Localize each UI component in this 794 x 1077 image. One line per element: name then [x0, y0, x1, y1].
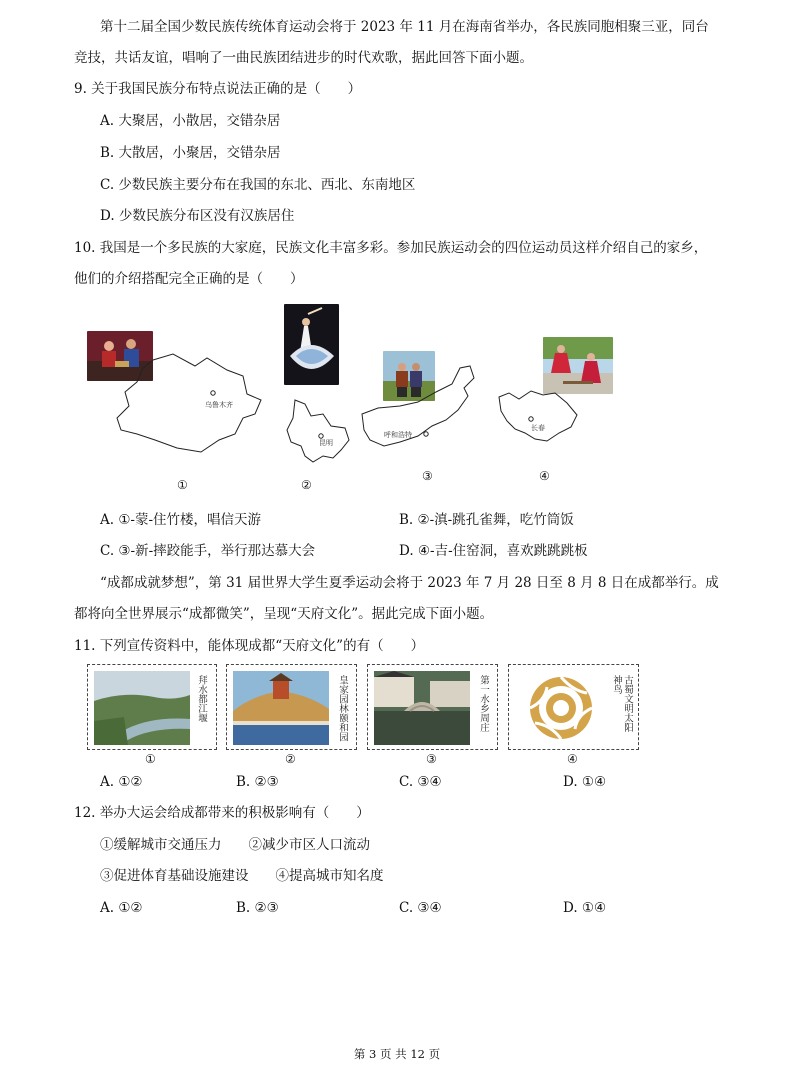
- q9-option-d[interactable]: D. 少数民族分布区没有汉族居住: [100, 208, 295, 224]
- q12-option-b[interactable]: B. ②③: [236, 900, 279, 916]
- dujiangyan-photo: [94, 671, 190, 745]
- map-jilin: [499, 391, 577, 441]
- q12-statement-line: ③促进体育基础设施建设 ④提高城市知名度: [100, 868, 384, 884]
- card-caption: 皇家园林颐和园: [337, 675, 348, 742]
- map-number-label: ②: [301, 478, 312, 492]
- q10-option-d[interactable]: D. ④-吉-住窑洞，喜欢跳跳跳板: [399, 543, 588, 559]
- question-9-stem: 9. 关于我国民族分布特点说法正确的是（ ）: [74, 81, 362, 97]
- card-number-label: ①: [145, 752, 156, 766]
- q9-option-b[interactable]: B. 大散居，小聚居，交错杂居: [100, 145, 281, 161]
- promo-card-golden-sun-bird: [508, 664, 639, 750]
- intro-paragraph-line: “成都成就梦想”，第 31 届世界大学生夏季运动会将于 2023 年 7 月 28 日至 8 月 8 日在成都举行。成: [100, 575, 719, 591]
- q11-option-b[interactable]: B. ②③: [236, 774, 279, 790]
- promo-card-summer-palace: [226, 664, 357, 750]
- intro-paragraph-line: 第十二届全国少数民族传统体育运动会将于 2023 年 11 月在海南省举办，各民族同胞相聚三亚，同台: [100, 19, 709, 35]
- card-number-label: ③: [426, 752, 437, 766]
- map-city-label: 昆明: [319, 439, 333, 447]
- q10-option-c[interactable]: C. ③-新-摔跤能手，举行那达慕大会: [100, 543, 316, 559]
- map-city-label: 乌鲁木齐: [205, 401, 233, 409]
- promo-card-zhouzhuang: [367, 664, 498, 750]
- q11-option-c[interactable]: C. ③④: [399, 774, 442, 790]
- q9-option-a[interactable]: A. 大聚居，小散居，交错杂居: [100, 113, 281, 129]
- q11-option-a[interactable]: A. ①②: [100, 774, 143, 790]
- map-number-label: ④: [539, 469, 550, 483]
- map-xinjiang: [115, 348, 265, 458]
- question-10-stem: 他们的介绍搭配完全正确的是（ ）: [74, 271, 304, 287]
- card-caption: 古蜀文明太阳神鸟: [611, 675, 633, 732]
- golden-sun-bird-emblem: [515, 671, 611, 745]
- map-yunnan: [287, 400, 349, 462]
- q12-statement-line: ①缓解城市交通压力 ②减少市区人口流动: [100, 837, 370, 853]
- peacock-dance-photo: [284, 304, 339, 385]
- question-12-stem: 12. 举办大运会给成都带来的积极影响有（ ）: [74, 805, 370, 821]
- map-number-label: ①: [177, 478, 188, 492]
- card-number-label: ②: [285, 752, 296, 766]
- card-caption: 拜水都江堰: [196, 675, 207, 723]
- promo-card-dujiangyan: [87, 664, 217, 750]
- q11-option-d[interactable]: D. ①④: [563, 774, 607, 790]
- summer-palace-photo: [233, 671, 329, 745]
- zhouzhuang-photo: [374, 671, 470, 745]
- q9-option-c[interactable]: C. 少数民族主要分布在我国的东北、西北、东南地区: [100, 177, 416, 193]
- page-footer: 第 3 页 共 12 页: [353, 1047, 441, 1061]
- map-city-label: 长春: [531, 424, 545, 432]
- map-inner-mongolia: [362, 366, 474, 446]
- card-number-label: ④: [567, 752, 578, 766]
- question-10-stem: 10. 我国是一个多民族的大家庭，民族文化丰富多彩。参加民族运动会的四位运动员这样介绍自己的家乡，: [74, 240, 708, 256]
- q10-option-a[interactable]: A. ①-蒙-住竹楼，唱信天游: [100, 512, 262, 528]
- q10-option-b[interactable]: B. ②-滇-跳孔雀舞，吃竹筒饭: [399, 512, 574, 528]
- card-caption: 第一水乡周庄: [478, 675, 489, 732]
- q12-option-a[interactable]: A. ①②: [100, 900, 143, 916]
- q12-option-c[interactable]: C. ③④: [399, 900, 442, 916]
- intro-paragraph-line: 竞技，共话友谊，唱响了一曲民族团结进步的时代欢歌，据此回答下面小题。: [74, 50, 533, 66]
- intro-paragraph-line: 都将向全世界展示“成都微笑”，呈现“天府文化”。据此完成下面小题。: [74, 606, 494, 622]
- map-number-label: ③: [422, 469, 433, 483]
- map-city-label: 呼和浩特: [384, 431, 412, 439]
- q12-option-d[interactable]: D. ①④: [563, 900, 607, 916]
- question-11-stem: 11. 下列宣传资料中，能体现成都“天府文化”的有（ ）: [74, 638, 425, 654]
